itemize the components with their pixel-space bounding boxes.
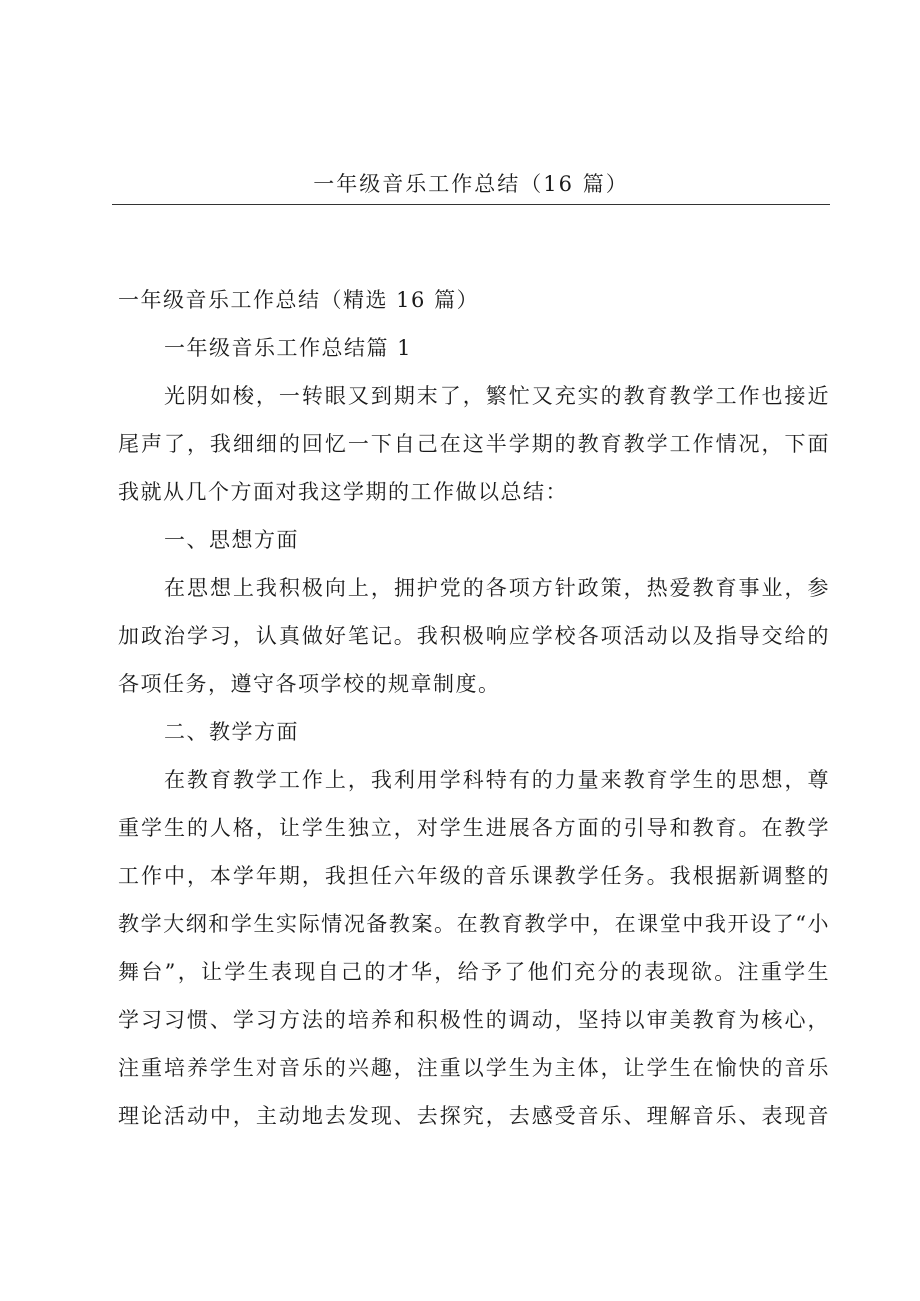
paragraph-line: 理论活动中，主动地去发现、去探究，去感受音乐、理解音乐、表现音	[118, 1104, 830, 1128]
paragraph-line: 尾声了，我细细的回忆一下自己在这半学期的教育教学工作情况，下面	[118, 432, 830, 456]
section-heading: 一年级音乐工作总结篇 1	[164, 336, 413, 360]
paragraph-line: 教学大纲和学生实际情况备教案。在教育教学中，在课堂中我开设了“小	[118, 912, 830, 936]
section-heading: 二、教学方面	[164, 720, 299, 744]
paragraph-line: 学习习惯、学习方法的培养和积极性的调动，坚持以审美教育为核心，	[118, 1008, 830, 1032]
section-heading: 一、思想方面	[164, 528, 299, 552]
paragraph-line: 我就从几个方面对我这学期的工作做以总结：	[118, 480, 568, 504]
paragraph-line: 各项任务，遵守各项学校的规章制度。	[118, 672, 501, 696]
paragraph-line: 加政治学习，认真做好笔记。我积极响应学校各项活动以及指导交给的	[118, 624, 830, 648]
document-body	[118, 276, 830, 1140]
paragraph-line: 在教育教学工作上，我利用学科特有的力量来教育学生的思想，尊	[164, 768, 830, 792]
paragraph-line: 光阴如梭，一转眼又到期末了，繁忙又充实的教育教学工作也接近	[164, 384, 830, 408]
paragraph-line: 在思想上我积极向上，拥护党的各项方针政策，热爱教育事业，参	[164, 576, 830, 600]
header-divider	[112, 204, 830, 205]
page-header-title: 一年级音乐工作总结（16 篇）	[313, 172, 629, 196]
paragraph-line: 注重培养学生对音乐的兴趣，注重以学生为主体，让学生在愉快的音乐	[118, 1056, 830, 1080]
paragraph-line: 舞台”，让学生表现自己的才华，给予了他们充分的表现欲。注重学生	[118, 960, 830, 984]
paragraph-line: 重学生的人格，让学生独立，对学生进展各方面的引导和教育。在教学	[118, 816, 830, 840]
paragraph-line: 工作中，本学年期，我担任六年级的音乐课教学任务。我根据新调整的	[118, 864, 830, 888]
document-title: 一年级音乐工作总结（精选 16 篇）	[118, 288, 480, 312]
